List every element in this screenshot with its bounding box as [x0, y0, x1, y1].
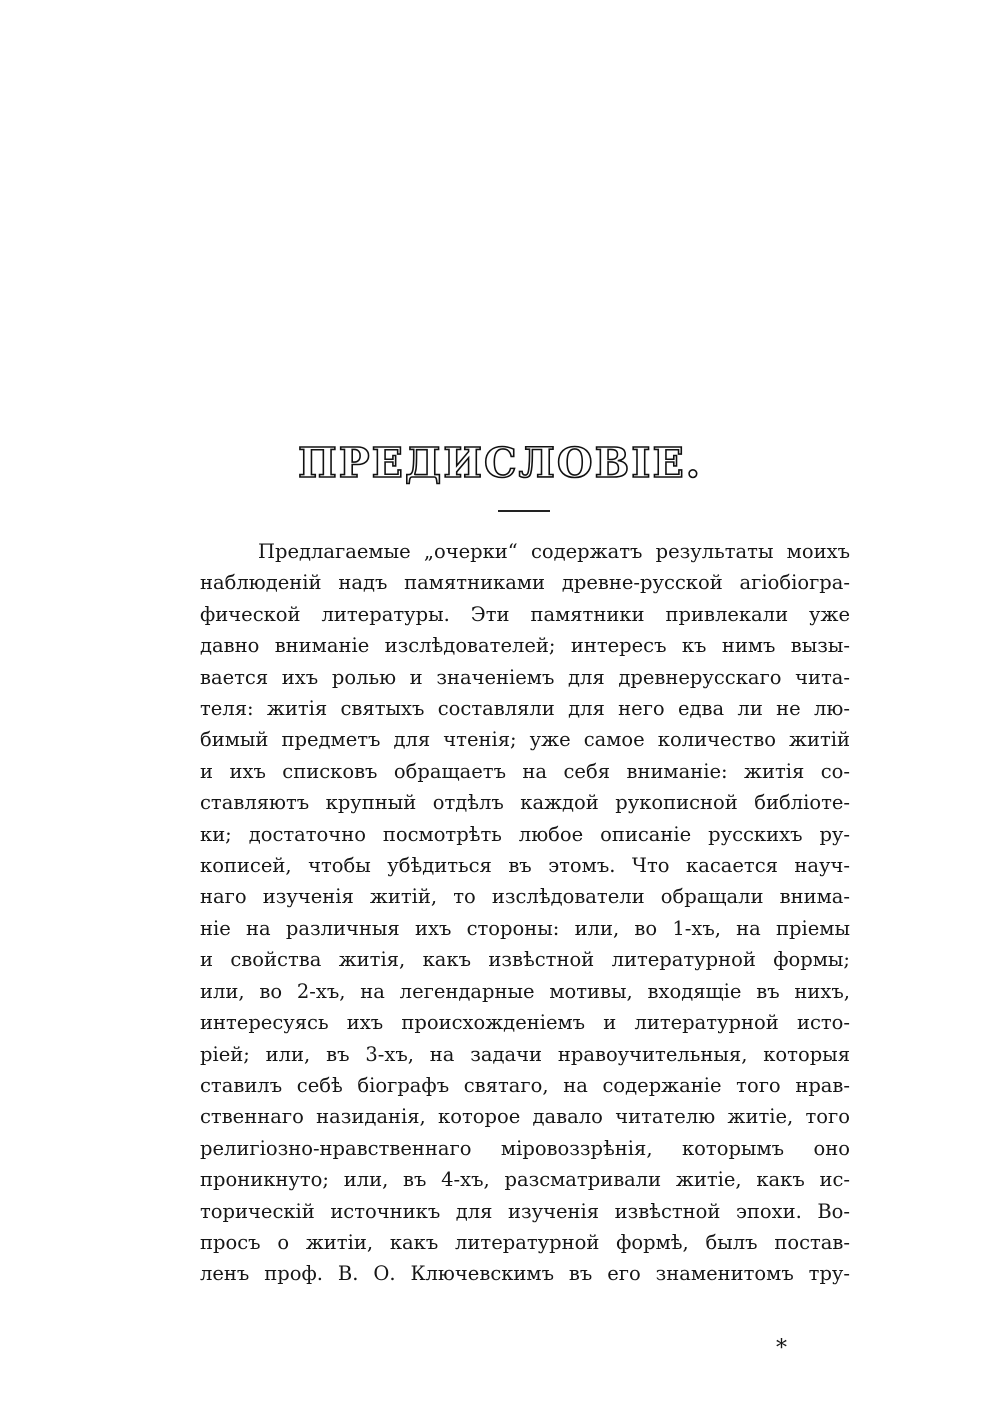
text-line: проникнуто; или, въ 4-хъ, разсматривали житіе, какъ ис- [200, 1168, 850, 1192]
text-line: ленъ проф. В. О. Ключевскимъ въ его знаменитомъ тру- [200, 1262, 850, 1286]
preface-text [200, 536, 850, 1290]
text-line: ріей; или, въ 3-хъ, на задачи нравоучительныя, которыя [200, 1042, 850, 1066]
signature-mark: * [776, 1336, 787, 1361]
text-line: фической литературы. Эти памятники привлекали уже [200, 602, 850, 626]
text-line: теля: житія святыхъ составляли для него едва ли не лю- [200, 697, 850, 721]
text-line: просъ о житіи, какъ литературной формѣ, былъ постав- [200, 1230, 850, 1254]
text-line: наго изученія житій, то изслѣдователи обращали внима- [200, 885, 850, 909]
text-line: наблюденій надъ памятниками древне-русской агіобiогра- [200, 571, 850, 595]
text-line: ки; достаточно посмотрѣть любое описаніе русскихъ ру- [200, 822, 850, 846]
title-divider [498, 510, 550, 512]
text-line: Предлагаемые „очерки“ содержатъ результаты моихъ [258, 540, 850, 563]
text-line: ставилъ себѣ біографъ святаго, на содержаніе того нрав- [200, 1073, 850, 1097]
text-line: давно вниманіе изслѣдователей; интересъ къ нимъ вызы- [200, 634, 850, 658]
text-line: и свойства житія, какъ извѣстной литературной формы; [200, 948, 850, 972]
text-line: кописей, чтобы убѣдиться въ этомъ. Что касается науч- [200, 854, 850, 878]
text-line: ніе на различныя ихъ стороны: или, во 1-хъ, на пріемы [200, 916, 850, 940]
page-title: ПРЕДИСЛОВІЕ. [298, 439, 702, 487]
text-line: или, во 2-хъ, на легендарные мотивы, входящіе въ нихъ, [200, 979, 850, 1003]
text-line: интересуясь ихъ происхожденіемъ и литературной исто- [200, 1011, 850, 1035]
text-line: ставляютъ крупный отдѣлъ каждой рукописной библіоте- [200, 791, 850, 815]
text-line: религіозно-нравственнаго міровоззрѣнія, которымъ оно [200, 1136, 850, 1160]
text-line: ственнаго назиданія, которое давало читателю житіе, того [200, 1105, 850, 1129]
text-line: бимый предметъ для чтенія; уже самое количество житій [200, 728, 850, 752]
text-line: и ихъ списковъ обращаетъ на себя вниманіе: житія со- [200, 759, 850, 783]
text-line: торическій источникъ для изученія извѣстной эпохи. Во- [200, 1199, 850, 1223]
text-line: вается ихъ ролью и значеніемъ для древнерусскаго чита- [200, 665, 850, 689]
